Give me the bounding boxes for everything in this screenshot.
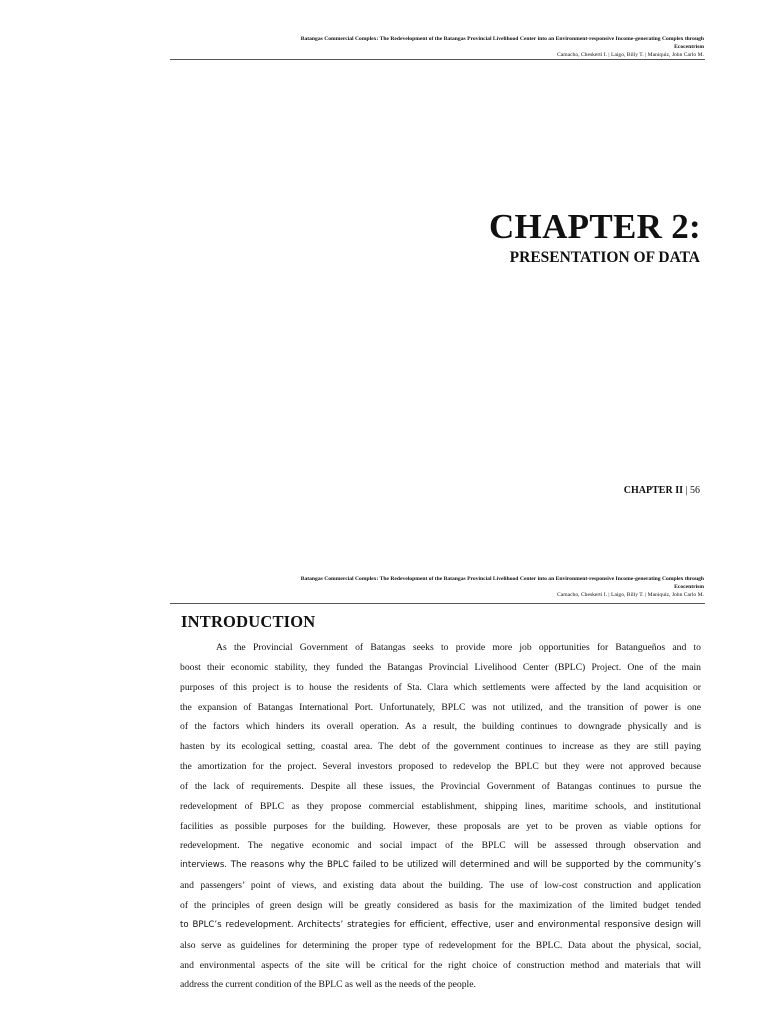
body-line: also serve as guidelines for determining the proper type of redevelopment for the BPLC. Data about the physical, social,	[180, 939, 701, 951]
footer-page-number: 56	[690, 485, 700, 496]
body-line: the amortization for the project. Several investors proposed to redevelop the BPLC but they were not approved because	[180, 761, 701, 773]
chapter-subtitle: PRESENTATION OF DATA	[509, 249, 700, 266]
footer-separator: |	[682, 485, 690, 496]
section-heading: INTRODUCTION	[181, 612, 316, 631]
body-line: boost their economic stability, they funded the Batangas Provincial Livelihood Center (BPLC) Project. One of the main	[180, 661, 701, 673]
body-line: to BPLC’s redevelopment. Architects’ strategies for efficient, effective, user and environmental responsive design will	[180, 919, 701, 930]
body-line: redevelopment. The negative economic and social impact of the BPLC will be assessed through observation and	[180, 840, 701, 852]
body-line: hasten by its ecological setting, coastal area. The debt of the government continues to increase as they are still paying	[180, 741, 701, 753]
running-header	[170, 576, 704, 599]
header-title-line-1: Batangas Commercial Complex: The Redevelopment of the Batangas Provincial Livelihood Center into an Environment-responsive Income-generating Complex through	[300, 36, 704, 42]
page-footer	[624, 485, 700, 496]
body-line: purposes of this project is to house the residents of Sta. Clara which settlements were affected by the land acquisition or	[180, 681, 701, 693]
body-line: and passengers’ point of views, and existing data about the building. The use of low-cost construction and application	[180, 880, 701, 892]
header-title-line-1: Batangas Commercial Complex: The Redevelopment of the Batangas Provincial Livelihood Center into an Environment-responsive Income-generating Complex through	[300, 576, 704, 582]
header-title-line-2: Ecocentrism	[674, 583, 704, 590]
body-line: of the lack of requirements. Despite all these issues, the Provincial Government of Batangas continues to pursue the	[180, 780, 701, 792]
body-line: the expansion of Batangas International Port. Unfortunately, BPLC was not utilized, and the transition of power is one	[180, 701, 701, 713]
running-header	[170, 36, 704, 59]
body-line: of the principles of green design will be greatly considered as basis for the maximization of the limited budget tended	[180, 899, 701, 911]
header-title	[170, 36, 704, 51]
chapter-title: CHAPTER 2:	[488, 207, 701, 246]
body-line: As the Provincial Government of Batangas seeks to provide more job opportunities for Batangueños and to	[216, 642, 701, 653]
body-line: of the factors which hinders its overall operation. As a result, the building continues to downgrade physically and is	[180, 721, 701, 733]
body-line: and environmental aspects of the site will be critical for the right choice of construction method and materials that will	[180, 959, 701, 971]
header-divider	[170, 603, 705, 604]
header-authors: Camacho, Cheskerti I. | Laigo, Billy T. | Maniquiz, John Carlo M.	[557, 52, 704, 59]
body-line: redevelopment of BPLC as they propose commercial establishment, shipping lines, maritime schools, and institutional	[180, 800, 701, 812]
header-title	[170, 576, 704, 591]
header-title-line-2: Ecocentrism	[674, 43, 704, 50]
body-text	[180, 638, 701, 995]
header-authors: Camacho, Cheskerti I. | Laigo, Billy T. | Maniquiz, John Carlo M.	[557, 592, 704, 599]
body-line: facilities as possible purposes for the building. However, these proposals are yet to be proven as viable options for	[180, 820, 701, 832]
header-divider	[170, 59, 705, 60]
footer-chapter-label: CHAPTER II	[623, 485, 683, 496]
body-line: address the current condition of the BPLC as well as the needs of the people.	[180, 979, 476, 991]
body-line: interviews. The reasons why the BPLC failed to be utilized will determined and will be supported by the community’s	[180, 860, 701, 871]
